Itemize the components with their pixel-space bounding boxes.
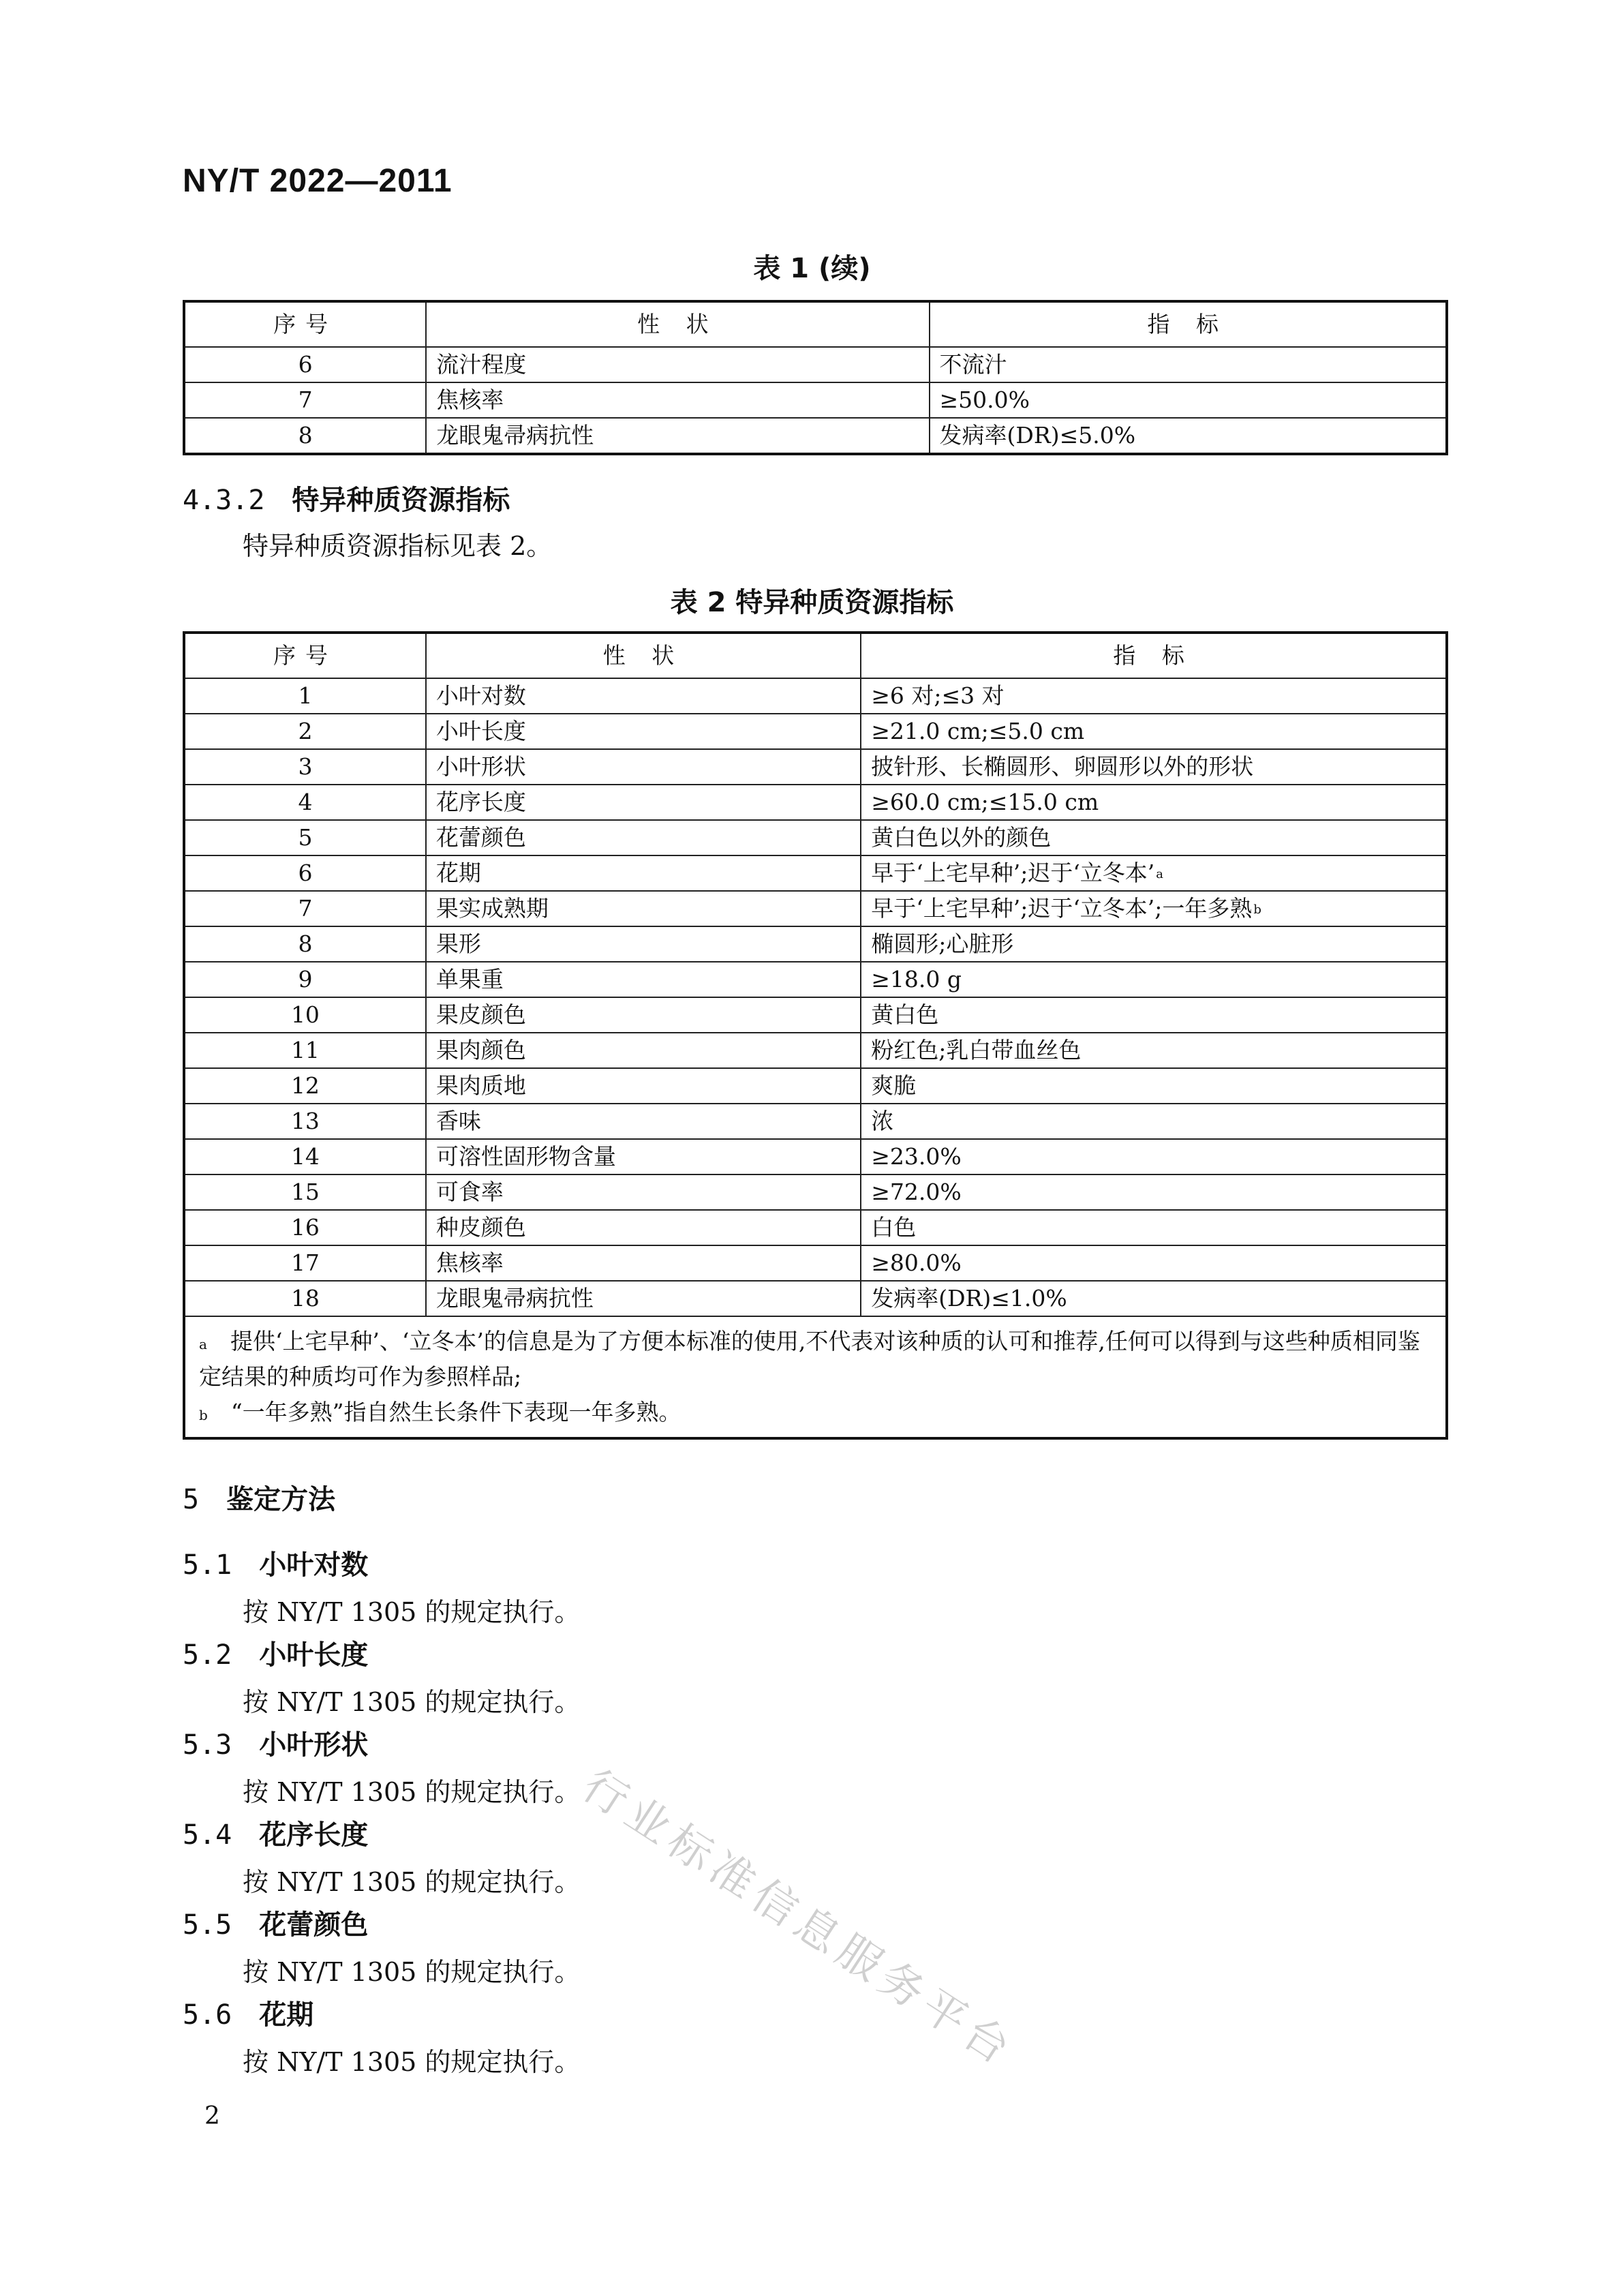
clause-number: 5.2 (183, 1639, 232, 1671)
table-row (184, 714, 1447, 749)
table-cell: 12 (184, 1068, 426, 1104)
table-cell: 爽脆 (861, 1068, 1447, 1104)
table-cell: 13 (184, 1104, 426, 1139)
table-cell: 5 (184, 820, 426, 855)
clause-number: 5.1 (183, 1549, 232, 1581)
table-note (199, 1395, 1432, 1430)
watermark: 行业标准信息服务平台 (573, 1760, 1024, 2078)
table-cell: 10 (184, 997, 426, 1033)
table1-col-index: 序号 (184, 301, 426, 347)
table1-col-indicator: 指 标 (930, 301, 1447, 347)
note-text: 提供‘上宅早种’、‘立冬本’的信息是为了方便本标准的使用,不代表对该种质的认可和推荐,任何可以得到与这些种质相同鉴定结果的种质均可作为参照样品; (199, 1328, 1420, 1390)
cell-text: 早于‘上宅早种’;迟于‘立冬本’;一年多熟 (871, 895, 1253, 922)
table-cell: 15 (184, 1174, 426, 1210)
note-text: “一年多熟”指自然生长条件下表现一年多熟。 (230, 1399, 681, 1425)
table-cell: 果肉颜色 (426, 1033, 861, 1068)
table-cell: 花期 (426, 855, 861, 891)
table-cell: 14 (184, 1139, 426, 1174)
clause-title: 小叶形状 (259, 1729, 369, 1761)
table2-col-trait: 性 状 (426, 633, 861, 678)
table1-title: 表 1 (续) (753, 253, 871, 284)
table-row (184, 1033, 1447, 1068)
table-cell: 花序长度 (426, 785, 861, 820)
table-cell: 16 (184, 1210, 426, 1245)
table1-col-trait: 性 状 (426, 301, 929, 347)
table2-col-indicator: 指 标 (861, 633, 1447, 678)
table-cell: 6 (184, 855, 426, 891)
table-row (184, 1245, 1447, 1281)
clause-title: 花蕾颜色 (259, 1909, 369, 1941)
table-cell: 焦核率 (426, 1245, 861, 1281)
table-cell (861, 891, 1447, 926)
table-cell: 龙眼鬼帚病抗性 (426, 418, 929, 454)
table-cell: 龙眼鬼帚病抗性 (426, 1281, 861, 1316)
table-cell: 披针形、长椭圆形、卵圆形以外的形状 (861, 749, 1447, 785)
table-row (184, 382, 1447, 418)
standard-code: NY/T 2022—2011 (183, 163, 453, 199)
clause-body: 按 NY/T 1305 的规定执行。 (243, 1597, 581, 1627)
page-number: 2 (204, 2102, 220, 2130)
clause-5-3-heading (183, 1723, 368, 1762)
table-cell: 白色 (861, 1210, 1447, 1245)
table-cell: ≥72.0% (861, 1174, 1447, 1210)
clause-body: 按 NY/T 1305 的规定执行。 (243, 2047, 581, 2077)
table-cell: 果形 (426, 926, 861, 962)
table-cell: 单果重 (426, 962, 861, 997)
table-cell: ≥60.0 cm;≤15.0 cm (861, 785, 1447, 820)
table-cell: 果皮颜色 (426, 997, 861, 1033)
table-cell: ≥6 对;≤3 对 (861, 678, 1447, 714)
table-row (184, 891, 1447, 926)
clause-title: 特异种质资源指标 (292, 485, 510, 516)
table2-header-row (184, 633, 1447, 678)
table-cell: 果实成熟期 (426, 891, 861, 926)
table-cell: 焦核率 (426, 382, 929, 418)
table-row (184, 997, 1447, 1033)
clause-body: 按 NY/T 1305 的规定执行。 (243, 1867, 581, 1897)
clause-number: 5.4 (183, 1819, 232, 1851)
table-row (184, 820, 1447, 855)
table-cell: 7 (184, 891, 426, 926)
clause-body: 按 NY/T 1305 的规定执行。 (243, 1777, 581, 1807)
table-cell: ≥23.0% (861, 1139, 1447, 1174)
table-row (184, 1281, 1447, 1316)
table-row (184, 1174, 1447, 1210)
table-cell: 7 (184, 382, 426, 418)
table-row (184, 926, 1447, 962)
table-cell: ≥80.0% (861, 1245, 1447, 1281)
table-cell: 发病率(DR)≤5.0% (930, 418, 1447, 454)
table-cell: 8 (184, 926, 426, 962)
cell-text: 早于‘上宅早种’;迟于‘立冬本’ (871, 860, 1155, 886)
table-cell: 2 (184, 714, 426, 749)
clause-title: 小叶长度 (259, 1639, 369, 1671)
table1 (183, 300, 1448, 455)
table-cell: 18 (184, 1281, 426, 1316)
table-cell: ≥18.0 g (861, 962, 1447, 997)
table-cell: 17 (184, 1245, 426, 1281)
table-cell: 3 (184, 749, 426, 785)
table-note (199, 1324, 1432, 1395)
footnote-mark: a (1156, 867, 1164, 881)
clause-title: 鉴定方法 (226, 1484, 336, 1515)
clause-number: 5.3 (183, 1729, 232, 1761)
clause-title: 花期 (259, 1999, 314, 2031)
clause-number: 5.5 (183, 1909, 232, 1941)
table-cell: 小叶形状 (426, 749, 861, 785)
table-cell: 香味 (426, 1104, 861, 1139)
table-cell: 1 (184, 678, 426, 714)
clause-number: 4.3.2 (183, 485, 265, 516)
clause-5-1-heading (183, 1543, 368, 1582)
table-row (184, 418, 1447, 454)
clause-title: 小叶对数 (259, 1549, 369, 1581)
table-cell: 椭圆形;心脏形 (861, 926, 1447, 962)
clause-4-3-2-heading (183, 479, 510, 517)
table-row (184, 1104, 1447, 1139)
table-row (184, 678, 1447, 714)
clause-title: 花序长度 (259, 1819, 369, 1851)
table-row (184, 1068, 1447, 1104)
table-row (184, 1210, 1447, 1245)
clause-number: 5 (183, 1484, 200, 1515)
table2 (183, 631, 1448, 1440)
table-cell: 黄白色 (861, 997, 1447, 1033)
table-cell: 9 (184, 962, 426, 997)
table-cell: 种皮颜色 (426, 1210, 861, 1245)
table-cell: 4 (184, 785, 426, 820)
clause-4-3-2-body: 特异种质资源指标见表 2。 (243, 531, 553, 561)
table-cell (861, 855, 1447, 891)
table-cell: 不流汁 (930, 347, 1447, 382)
table-cell: 小叶对数 (426, 678, 861, 714)
table-cell: 小叶长度 (426, 714, 861, 749)
table2-col-index: 序号 (184, 633, 426, 678)
table-cell: 可食率 (426, 1174, 861, 1210)
table-cell: 发病率(DR)≤1.0% (861, 1281, 1447, 1316)
clause-5-4-heading (183, 1813, 368, 1852)
table-row (184, 962, 1447, 997)
table1-header-row (184, 301, 1447, 347)
table2-notes (184, 1316, 1447, 1438)
table-cell: 8 (184, 418, 426, 454)
note-mark: b (199, 1407, 208, 1423)
table-cell: ≥21.0 cm;≤5.0 cm (861, 714, 1447, 749)
clause-5-5-heading (183, 1903, 368, 1942)
clause-body: 按 NY/T 1305 的规定执行。 (243, 1687, 581, 1717)
clause-number: 5.6 (183, 1999, 232, 2031)
table-cell: 黄白色以外的颜色 (861, 820, 1447, 855)
table-row (184, 785, 1447, 820)
note-mark: a (199, 1336, 207, 1352)
table-row (184, 855, 1447, 891)
table-row (184, 1139, 1447, 1174)
table-cell: 6 (184, 347, 426, 382)
clause-5-2-heading (183, 1633, 368, 1672)
clause-body: 按 NY/T 1305 的规定执行。 (243, 1957, 581, 1987)
table-cell: 可溶性固形物含量 (426, 1139, 861, 1174)
table-cell: 11 (184, 1033, 426, 1068)
clause-5-6-heading (183, 1993, 313, 2032)
table-cell: 粉红色;乳白带血丝色 (861, 1033, 1447, 1068)
table2-notes-row (184, 1316, 1447, 1438)
table-cell: 果肉质地 (426, 1068, 861, 1104)
footnote-mark: b (1253, 903, 1261, 917)
table-cell: 流汁程度 (426, 347, 929, 382)
table-cell: 花蕾颜色 (426, 820, 861, 855)
table-cell: ≥50.0% (930, 382, 1447, 418)
table-row (184, 749, 1447, 785)
table-cell: 浓 (861, 1104, 1447, 1139)
table2-title: 表 2 特异种质资源指标 (670, 587, 954, 618)
table-row (184, 347, 1447, 382)
section-5-heading (183, 1478, 335, 1517)
